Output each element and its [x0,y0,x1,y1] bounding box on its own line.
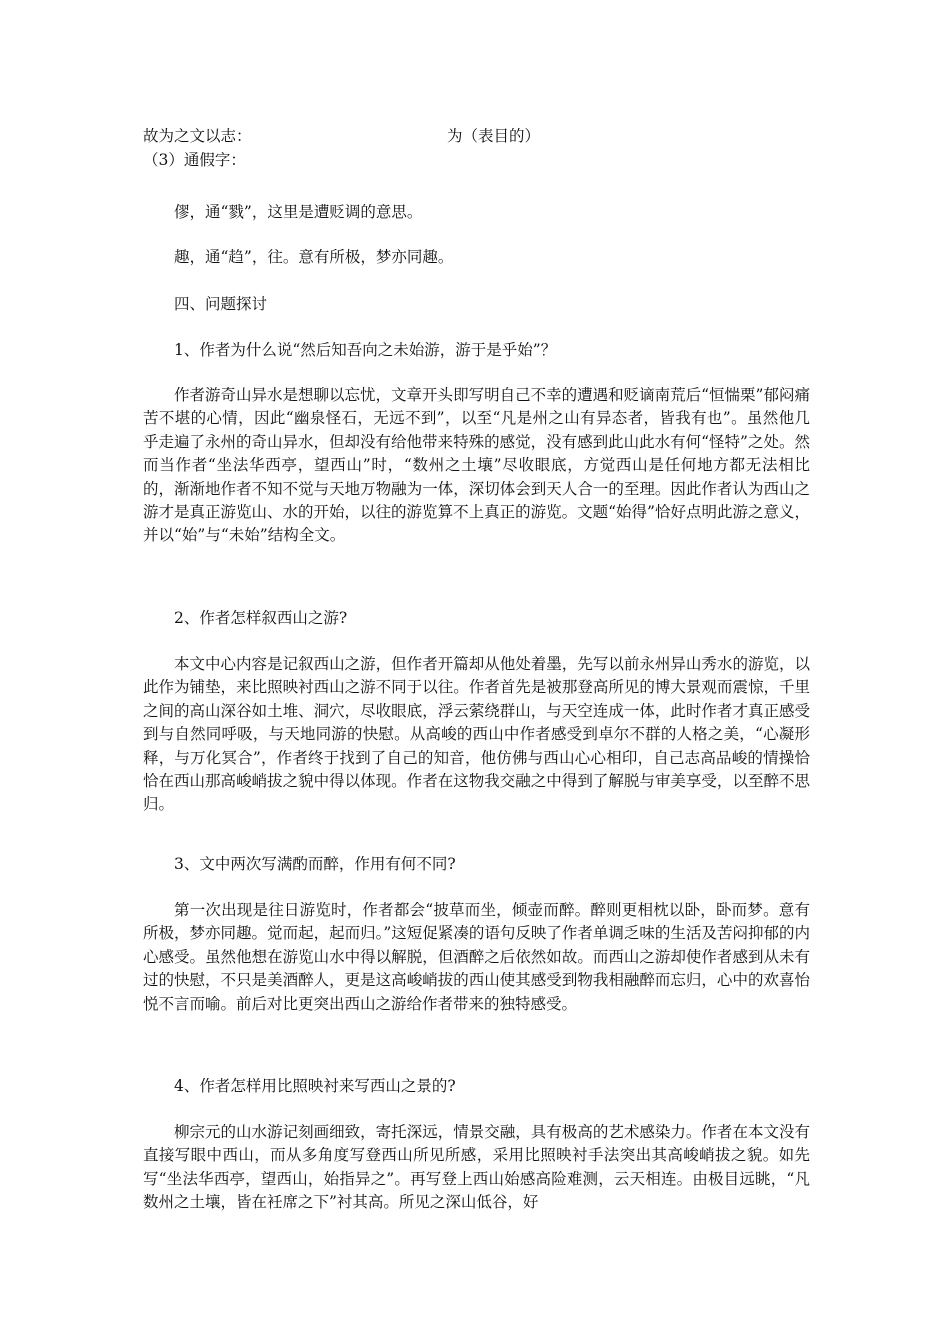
answer-paragraph: 作者游奇山异水是想聊以忘忧，文章开头即写明自己不幸的遭遇和贬谪南荒后“恒惴栗”郁闷痛苦不堪的心情，因此“幽泉怪石，无远不到”，以至“凡是州之山有异态者，皆我有也”。虽然他几乎走遍了永州的奇山异水，但却没有给他带来特殊的感觉，没有感到此山此水有何“怪特”之处。然而当作者“坐法华西亭，望西山”时，“数州之土壤”尽收眼底，方觉西山是任何地方都无法相比的，渐渐地作者不知不觉与天地万物融为一体，深切体会到天人合一的至理。因此作者认为西山之游才是真正游览山、水的开始，以往的游览算不上真正的游览。文题“始得”恰好点明此游之意义，并以“始”与“未始”结构全文。 [143,386,810,545]
question-heading: 3、文中两次写满酌而醉，作用有何不同? [174,855,456,873]
text-line-purpose: 故为之文以志： [143,127,252,145]
text-line-purpose-note: 为（表目的） [447,127,541,145]
answer-paragraph: 本文中心内容是记叙西山之游，但作者开篇却从他处着墨，先写以前永州异山秀水的游览，以此作为铺垫，来比照映衬西山之游不同于以往。作者首先是被那登高所见的博大景观而震惊，千里之间的高山深谷如土堆、洞穴，尽收眼底，浮云萦绕群山，与天空连成一体，此时作者才真正感受到与自然同呼吸，与天地同游的快慰。从高峻的西山中作者感受到卓尔不群的人格之美，“心凝形释，与万化冥合”，作者终于找到了自己的知音，他仿佛与西山心心相印，自己志高品峻的情操恰恰在西山那高峻峭拔之貌中得以体现。作者在这物我交融之中得到了解脱与审美享受，以至醉不思归。 [143,655,810,814]
tongjiazi-item: 僇，通“戮”，这里是遭贬调的意思。 [174,203,423,221]
question-heading: 4、作者怎样用比照映衬来写西山之景的? [174,1077,456,1095]
answer-paragraph: 柳宗元的山水游记刻画细致，寄托深远，情景交融，具有极高的艺术感染力。作者在本文没有直接写眼中西山，而从多角度写登西山所见所感，采用比照映衬手法突出其高峻峭拔之貌。如先写“坐法华西亭，望西山，始指异之”。再写登上西山始感高险难测，云天相连。由极目远眺，“凡数州之土壤，皆在衽席之下”衬其高。所见之深山低谷，好 [143,1123,810,1212]
answer-paragraph: 第一次出现是往日游览时，作者都会“披草而坐，倾壶而醉。醉则更相枕以卧，卧而梦。意有所极，梦亦同趣。觉而起，起而归。”这短促紧凑的语句反映了作者单调乏味的生活及苦闷抑郁的内心感受。虽然他想在游览山水中得以解脱，但酒醉之后依然如故。而西山之游却使作者感到从未有过的快慰，不只是美酒醉人，更是这高峻峭拔的西山使其感受到物我相融醉而忘归，心中的欢喜怡悦不言而喻。前后对比更突出西山之游给作者带来的独特感受。 [143,901,810,1013]
tongjiazi-item: 趣，通“趋”，往。意有所极，梦亦同趣。 [174,248,454,266]
section-title: 四、问题探讨 [174,295,268,313]
text-line-tongjiazi-heading: （3）通假字： [143,151,246,169]
question-heading: 2、作者怎样叙西山之游? [174,609,348,627]
question-heading: 1、作者为什么说“然后知吾向之未始游，游于是乎始”？ [174,341,557,359]
